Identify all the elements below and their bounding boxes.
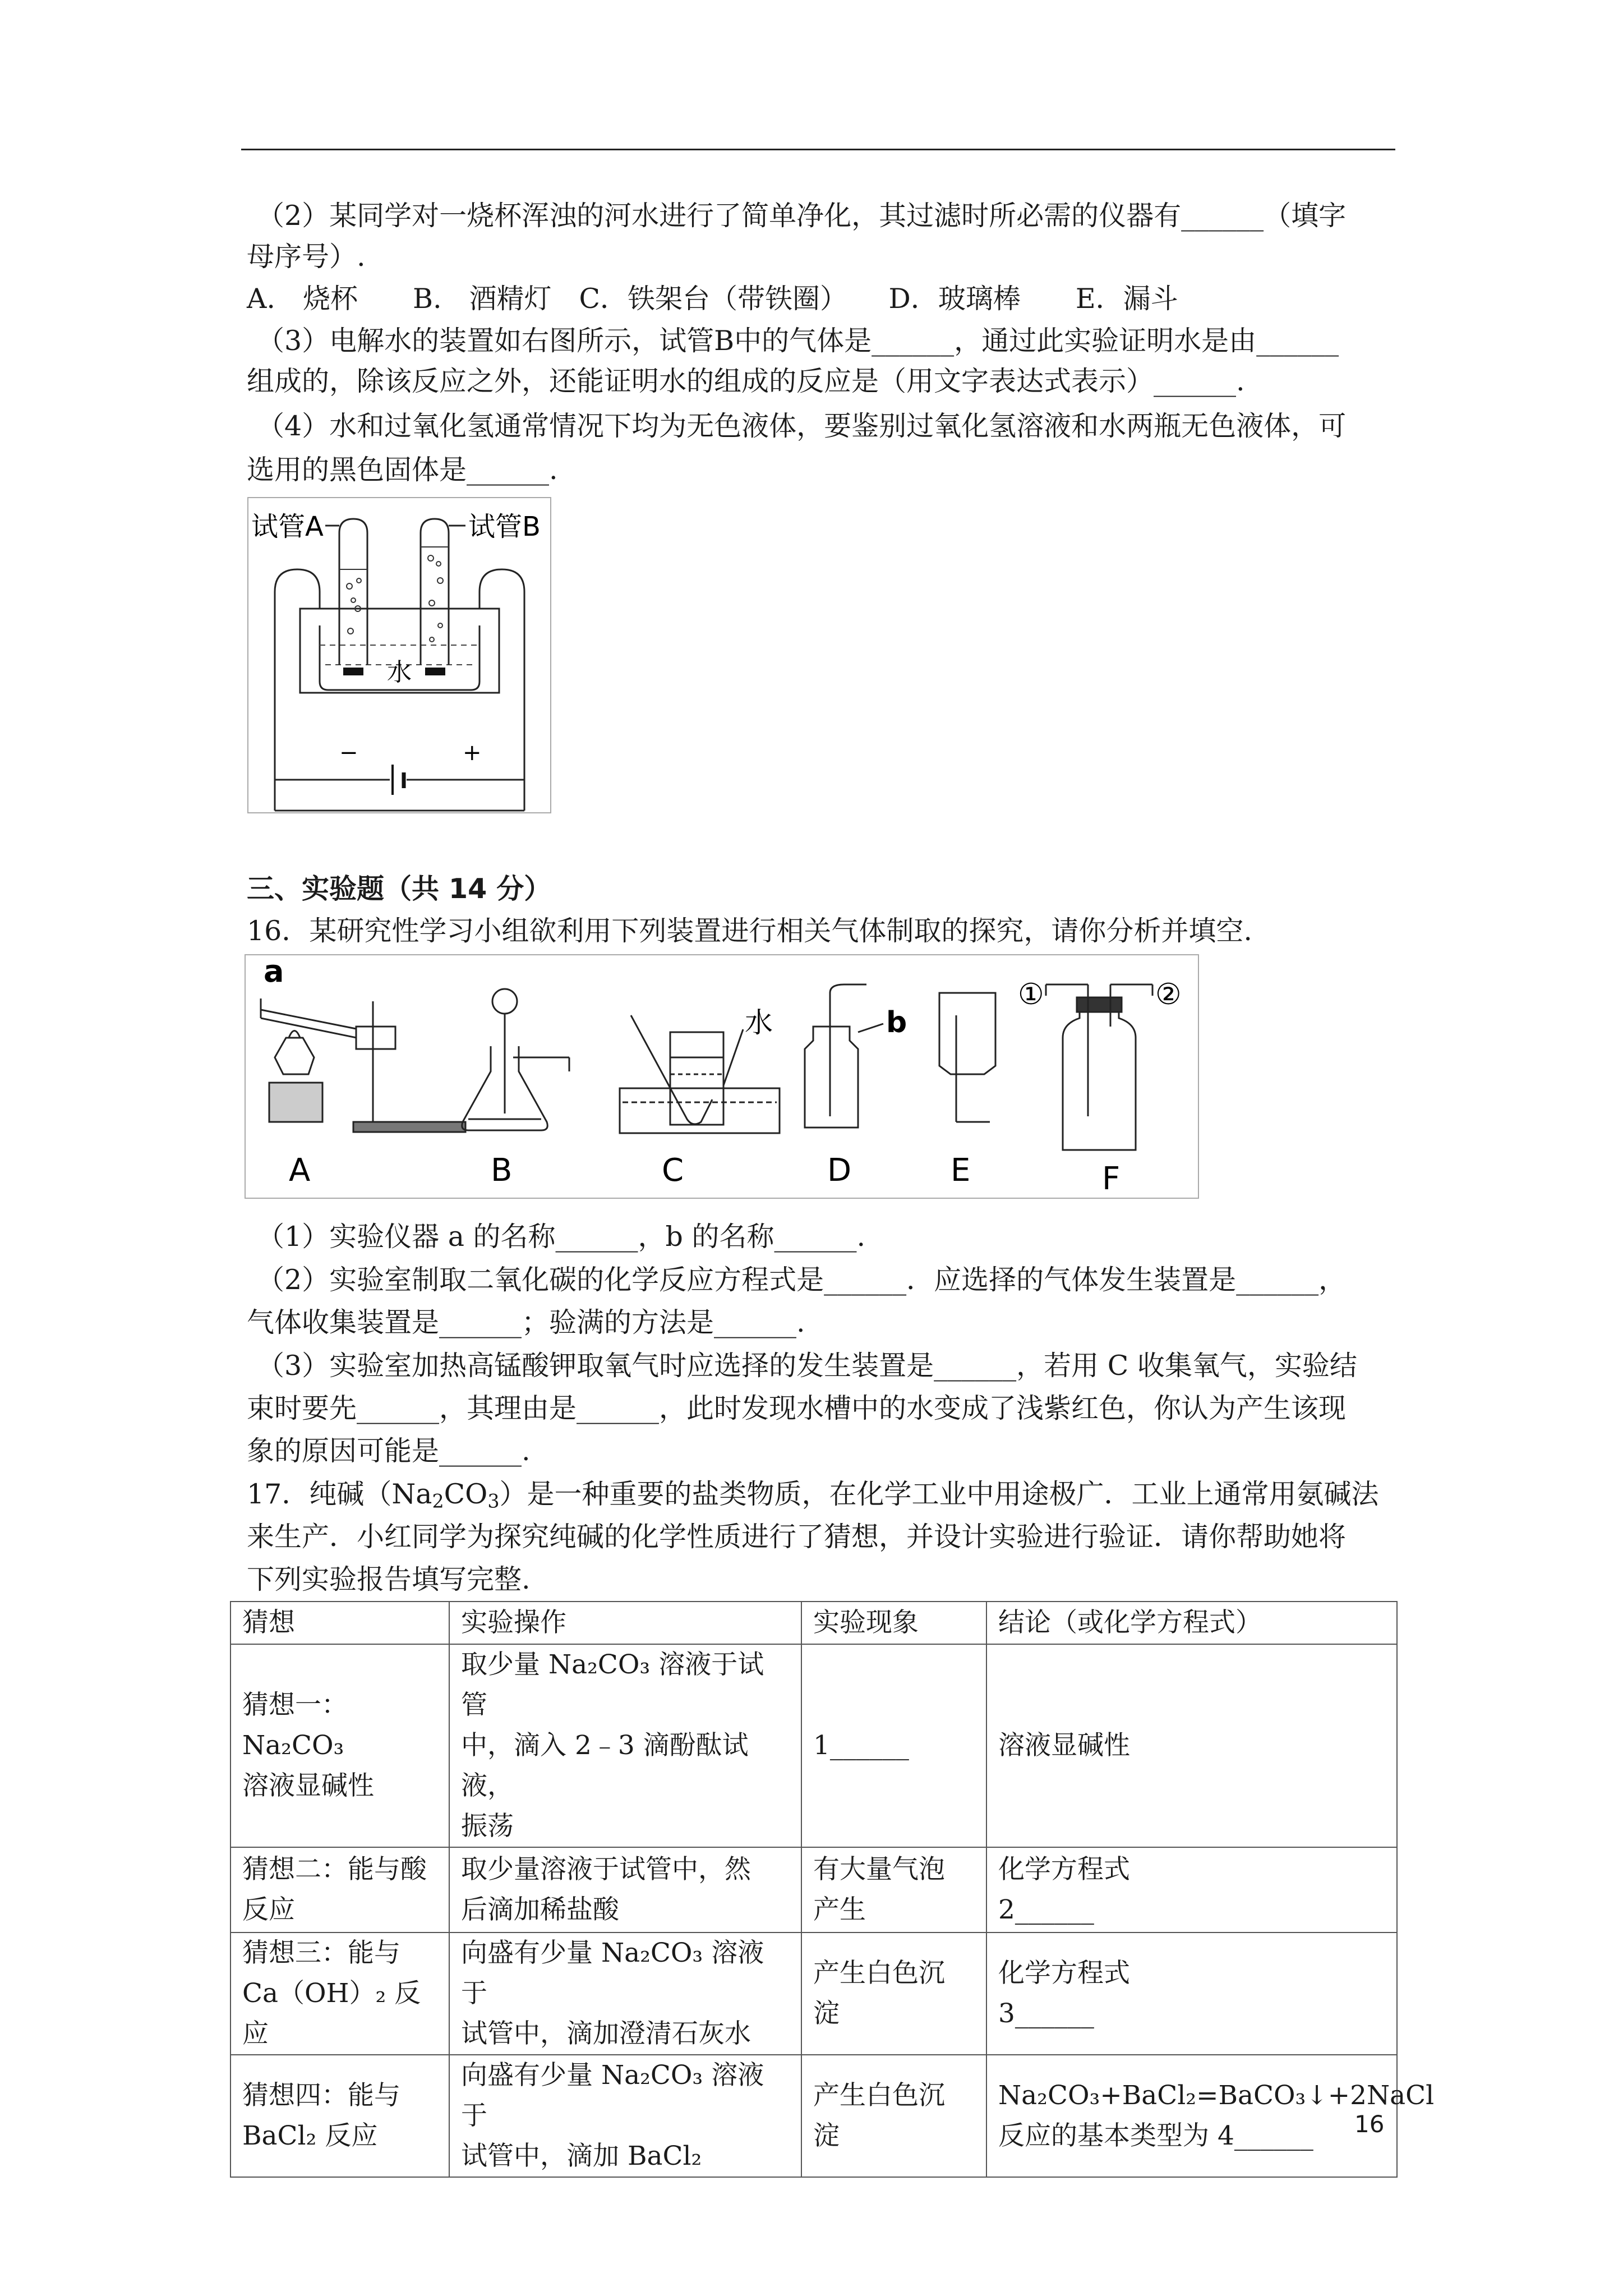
q16-intro: 16．某研究性学习小组欲利用下列装置进行相关气体制取的探究，请你分析并填空.: [247, 915, 1252, 947]
negative-terminal-label: −: [339, 740, 358, 766]
electrolysis-figure: [247, 496, 552, 816]
label-water: 水: [745, 1006, 773, 1039]
header-conclusion: 结论（或化学方程式）: [986, 1602, 1397, 1644]
apparatus-f: [1046, 984, 1152, 1150]
label-port-2: ②: [1155, 978, 1182, 1011]
q15-part3-line2: 组成的，除该反应之外，还能证明水的组成的反应是（用文字表达式表示）______.: [247, 365, 1245, 397]
cell-phenomenon: 1______: [801, 1644, 986, 1847]
cell-operation: 向盛有少量 Na₂CO₃ 溶液于 试管中，滴加澄清石灰水: [449, 1932, 801, 2055]
tube-a-label: 试管A: [251, 511, 324, 542]
apparatus-a: [261, 999, 465, 1132]
q16-part3-line1: （3）实验室加热高锰酸钾取氧气时应选择的发生装置是______，若用 C 收集氧气，实验结: [257, 1350, 1357, 1382]
cell-guess: 猜想一：Na₂CO₃ 溶液显碱性: [230, 1644, 449, 1847]
label-port-1: ①: [1018, 978, 1044, 1011]
table-header-row: [230, 1602, 1397, 1644]
apparatus-e: [939, 993, 995, 1122]
apparatus-figure: [244, 954, 1200, 1200]
q17-line1: 17．纯碱$(Na_2CO_3)$是一种重要的盐类物质，在化学工业中用途极广．工业上通常用氨碱法: [247, 1478, 1379, 1512]
cell-operation: 向盛有少量 Na₂CO₃ 溶液于 试管中，滴加 BaCl₂: [449, 2055, 801, 2177]
header-phenomenon: 实验现象: [801, 1602, 986, 1644]
q17-line3: 下列实验报告填写完整.: [247, 1563, 531, 1595]
cell-phenomenon: 产生白色沉 淀: [801, 1932, 986, 2055]
table-row: [230, 1644, 1397, 1847]
label-b-instrument: b: [886, 1006, 907, 1039]
q16-part1: （1）实验仪器 a 的名称______，b 的名称______.: [257, 1221, 866, 1253]
header-guess: 猜想: [230, 1602, 449, 1644]
apparatus-label-c: C: [662, 1152, 684, 1189]
label-a-instrument: a: [264, 954, 284, 989]
q16-part3-line2: 束时要先______，其理由是______，此时发现水槽中的水变成了浅紫红色，你认为产生该现: [247, 1392, 1347, 1424]
apparatus-b: [462, 989, 569, 1130]
cell-conclusion: Na₂CO₃+BaCl₂=BaCO₃↓+2NaCl 反应的基本类型为 4______: [986, 2055, 1397, 2177]
q15-part4-line2: 选用的黑色固体是______.: [247, 454, 558, 486]
q15-part2-line2: 母序号）.: [247, 241, 366, 273]
page-number: 16: [1354, 2110, 1385, 2138]
table-row: [230, 1847, 1397, 1932]
apparatus-d: [805, 984, 883, 1128]
q15-options: A. 烧杯 B. 酒精灯 C．铁架台（带铁圈） D．玻璃棒 E．漏斗: [247, 283, 1178, 315]
q16-part2-line1: （2）实验室制取二氧化碳的化学反应方程式是______．应选择的气体发生装置是______，: [257, 1264, 1347, 1296]
experiment-report-table: [230, 1601, 1435, 2178]
cell-phenomenon: 产生白色沉 淀: [801, 2055, 986, 2177]
q16-part3-line3: 象的原因可能是______.: [247, 1435, 531, 1467]
tube-b-label: 试管B: [468, 511, 541, 542]
q16-part2-line2: 气体收集装置是______；验满的方法是______.: [247, 1306, 805, 1338]
q15-part3-line1: （3）电解水的装置如右图所示，试管B中的气体是______，通过此实验证明水是由______: [257, 325, 1339, 357]
cell-operation: 取少量溶液于试管中，然 后滴加稀盐酸: [449, 1847, 801, 1932]
apparatus-label-f: F: [1102, 1161, 1121, 1197]
q15-part2-line1: （2）某同学对一烧杯浑浊的河水进行了简单净化，其过滤时所必需的仪器有______（填字: [257, 200, 1347, 232]
cell-phenomenon: 有大量气泡 产生: [801, 1847, 986, 1932]
cell-guess: 猜想二：能与酸 反应: [230, 1847, 449, 1932]
cell-operation: 取少量 Na₂CO₃ 溶液于试管 中，滴入 2﹣3 滴酚酞试液， 振荡: [449, 1644, 801, 1847]
cell-conclusion: 化学方程式 3______: [986, 1932, 1397, 2055]
header-operation: 实验操作: [449, 1602, 801, 1644]
table-row: [230, 2055, 1397, 2177]
q15-part4-line1: （4）水和过氧化氢通常情况下均为无色液体，要鉴别过氧化氢溶液和水两瓶无色液体，可: [257, 410, 1347, 442]
header-rule: [241, 149, 1395, 150]
q17-line2: 来生产．小红同学为探究纯碱的化学性质进行了猜想，并设计实验进行验证．请你帮助她将: [247, 1521, 1347, 1553]
table-row: [230, 1932, 1397, 2055]
positive-terminal-label: +: [463, 740, 482, 766]
apparatus-label-a: A: [289, 1152, 311, 1189]
cell-conclusion: 溶液显碱性: [986, 1644, 1397, 1847]
water-label: 水: [387, 658, 412, 687]
apparatus-label-d: D: [827, 1152, 852, 1189]
cell-conclusion: 化学方程式 2______: [986, 1847, 1397, 1932]
apparatus-label-e: E: [951, 1152, 971, 1189]
section-title: 三、实验题（共 14 分）: [247, 873, 552, 905]
apparatus-label-b: B: [491, 1152, 513, 1189]
cell-guess: 猜想四：能与 BaCl₂ 反应: [230, 2055, 449, 2177]
cell-guess: 猜想三：能与 Ca（OH）₂ 反应: [230, 1932, 449, 2055]
